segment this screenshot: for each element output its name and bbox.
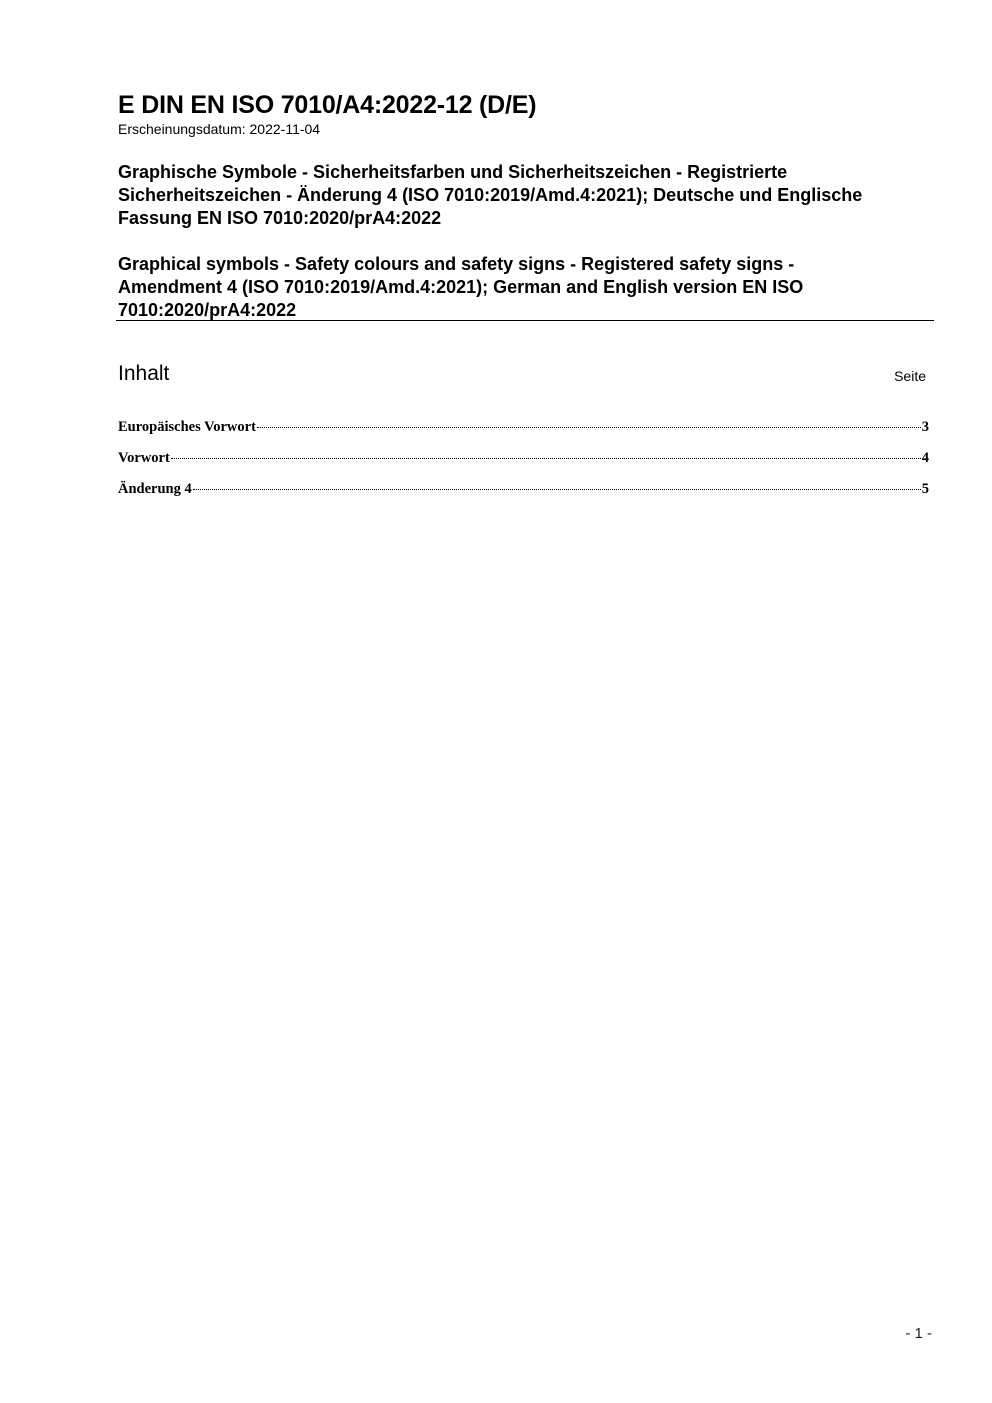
header-divider [116,320,934,321]
title-english: Graphical symbols - Safety colours and safety signs - Registered safety signs - Amendment 4 (ISO 7010:2019/Amd.4:2021); German and English version EN ISO 7010:2020/prA4:2022 [118,254,804,320]
toc-entry-label: Europäisches Vorwort [118,419,256,435]
toc-leader-dots [171,458,921,459]
toc-entry-page: 4 [921,450,929,466]
table-of-contents [118,416,929,509]
publication-date: Erscheinungsdatum: 2022-11-04 [118,121,321,137]
toc-heading: Inhalt [118,362,170,385]
toc-entry-aenderung-4[interactable] [118,478,929,509]
document-header [118,90,934,322]
toc-header [118,360,926,390]
document-title: E DIN EN ISO 7010/A4:2022-12 (D/E) [118,91,537,119]
title-german: Graphische Symbole - Sicherheitsfarben und Sicherheitszeichen - Registrierte Sicherheitszeichen - Änderung 4 (ISO 7010:2019/Amd.4:2021); Deutsche und Englische Fassung EN ISO 7010:2020/prA4:2022 [118,162,863,228]
page-number: - 1 - [905,1325,932,1342]
toc-entry-vorwort[interactable] [118,447,929,478]
toc-page-column-label: Seite [894,368,926,384]
toc-entry-europaeisches-vorwort[interactable] [118,416,929,447]
toc-entry-page: 3 [921,419,929,435]
toc-leader-dots [193,489,921,490]
toc-entry-label: Änderung 4 [118,481,192,497]
toc-entry-page: 5 [921,481,929,497]
toc-entry-label: Vorwort [118,450,170,466]
toc-leader-dots [257,427,921,428]
